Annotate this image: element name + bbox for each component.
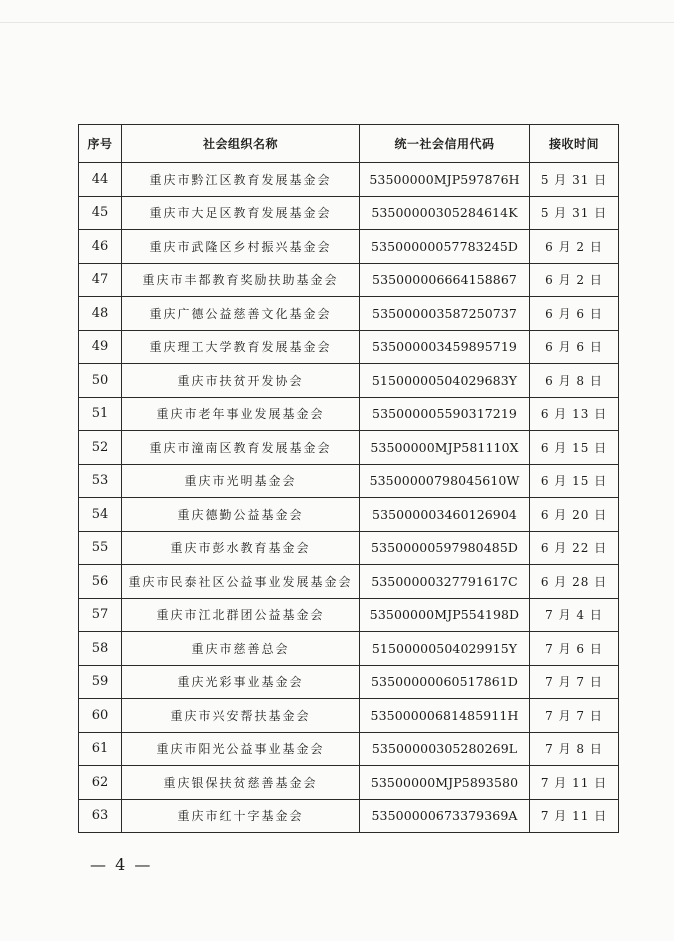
- cell-credit-code: 53500000057783245D: [360, 230, 530, 264]
- cell-credit-code: 53500000MJP581110X: [360, 431, 530, 465]
- cell-organization-name: 重庆市慈善总会: [122, 632, 360, 666]
- table-row: [79, 196, 619, 230]
- cell-serial-number: 57: [79, 598, 122, 632]
- cell-receive-date: 6 月 6 日: [530, 297, 619, 331]
- cell-organization-name: 重庆市江北群团公益基金会: [122, 598, 360, 632]
- table-row: [79, 431, 619, 465]
- table-row: [79, 699, 619, 733]
- cell-organization-name: 重庆市老年事业发展基金会: [122, 397, 360, 431]
- cell-serial-number: 60: [79, 699, 122, 733]
- cell-credit-code: 53500000681485911H: [360, 699, 530, 733]
- cell-organization-name: 重庆市兴安帮扶基金会: [122, 699, 360, 733]
- cell-serial-number: 58: [79, 632, 122, 666]
- cell-serial-number: 55: [79, 531, 122, 565]
- cell-receive-date: 7 月 11 日: [530, 766, 619, 800]
- cell-credit-code: 53500000798045610W: [360, 464, 530, 498]
- cell-organization-name: 重庆市红十字基金会: [122, 799, 360, 833]
- cell-organization-name: 重庆市民泰社区公益事业发展基金会: [122, 565, 360, 599]
- cell-receive-date: 6 月 15 日: [530, 431, 619, 465]
- header-serial-number: 序号: [79, 125, 122, 163]
- cell-serial-number: 63: [79, 799, 122, 833]
- header-receive-date: 接收时间: [530, 125, 619, 163]
- cell-receive-date: 6 月 20 日: [530, 498, 619, 532]
- table-row: [79, 297, 619, 331]
- table-row: [79, 565, 619, 599]
- cell-serial-number: 50: [79, 364, 122, 398]
- cell-credit-code: 535000003587250737: [360, 297, 530, 331]
- cell-organization-name: 重庆广德公益慈善文化基金会: [122, 297, 360, 331]
- table-row: [79, 665, 619, 699]
- table-header-row: [79, 125, 619, 163]
- cell-organization-name: 重庆市大足区教育发展基金会: [122, 196, 360, 230]
- cell-credit-code: 535000003459895719: [360, 330, 530, 364]
- table-row: [79, 766, 619, 800]
- cell-receive-date: 7 月 7 日: [530, 699, 619, 733]
- cell-serial-number: 53: [79, 464, 122, 498]
- table-row: [79, 464, 619, 498]
- scan-artifact-line: [0, 22, 674, 23]
- cell-serial-number: 45: [79, 196, 122, 230]
- table-row: [79, 598, 619, 632]
- cell-credit-code: 535000005590317219: [360, 397, 530, 431]
- cell-credit-code: 53500000305280269L: [360, 732, 530, 766]
- table-row: [79, 230, 619, 264]
- table-row: [79, 364, 619, 398]
- cell-organization-name: 重庆市武隆区乡村振兴基金会: [122, 230, 360, 264]
- table-row: [79, 632, 619, 666]
- cell-credit-code: 51500000504029683Y: [360, 364, 530, 398]
- table-row: [79, 163, 619, 197]
- cell-organization-name: 重庆银保扶贫慈善基金会: [122, 766, 360, 800]
- cell-organization-name: 重庆市丰都教育奖励扶助基金会: [122, 263, 360, 297]
- cell-organization-name: 重庆市彭水教育基金会: [122, 531, 360, 565]
- table-row: [79, 799, 619, 833]
- cell-receive-date: 6 月 22 日: [530, 531, 619, 565]
- organization-table: [78, 124, 619, 833]
- table-row: [79, 330, 619, 364]
- cell-receive-date: 6 月 28 日: [530, 565, 619, 599]
- cell-serial-number: 48: [79, 297, 122, 331]
- organization-table-container: [78, 124, 618, 833]
- cell-serial-number: 61: [79, 732, 122, 766]
- table-body: [79, 163, 619, 833]
- table-row: [79, 531, 619, 565]
- page-number: — 4 —: [90, 855, 153, 874]
- cell-credit-code: 53500000MJP554198D: [360, 598, 530, 632]
- cell-credit-code: 53500000597980485D: [360, 531, 530, 565]
- cell-organization-name: 重庆市潼南区教育发展基金会: [122, 431, 360, 465]
- cell-receive-date: 7 月 4 日: [530, 598, 619, 632]
- cell-credit-code: 53500000MJP5893580: [360, 766, 530, 800]
- cell-serial-number: 52: [79, 431, 122, 465]
- cell-receive-date: 5 月 31 日: [530, 196, 619, 230]
- table-row: [79, 732, 619, 766]
- cell-receive-date: 6 月 15 日: [530, 464, 619, 498]
- cell-organization-name: 重庆市阳光公益事业基金会: [122, 732, 360, 766]
- table-row: [79, 263, 619, 297]
- cell-receive-date: 6 月 6 日: [530, 330, 619, 364]
- cell-organization-name: 重庆光彩事业基金会: [122, 665, 360, 699]
- cell-receive-date: 7 月 11 日: [530, 799, 619, 833]
- cell-receive-date: 6 月 13 日: [530, 397, 619, 431]
- cell-organization-name: 重庆德勤公益基金会: [122, 498, 360, 532]
- cell-serial-number: 54: [79, 498, 122, 532]
- cell-serial-number: 51: [79, 397, 122, 431]
- cell-credit-code: 535000006664158867: [360, 263, 530, 297]
- cell-credit-code: 53500000060517861D: [360, 665, 530, 699]
- table-row: [79, 397, 619, 431]
- cell-credit-code: 53500000305284614K: [360, 196, 530, 230]
- header-organization-name: 社会组织名称: [122, 125, 360, 163]
- cell-serial-number: 49: [79, 330, 122, 364]
- cell-serial-number: 62: [79, 766, 122, 800]
- cell-organization-name: 重庆市光明基金会: [122, 464, 360, 498]
- cell-receive-date: 7 月 6 日: [530, 632, 619, 666]
- cell-serial-number: 44: [79, 163, 122, 197]
- cell-credit-code: 535000003460126904: [360, 498, 530, 532]
- cell-organization-name: 重庆市扶贫开发协会: [122, 364, 360, 398]
- cell-organization-name: 重庆理工大学教育发展基金会: [122, 330, 360, 364]
- header-credit-code: 统一社会信用代码: [360, 125, 530, 163]
- cell-serial-number: 47: [79, 263, 122, 297]
- cell-receive-date: 7 月 7 日: [530, 665, 619, 699]
- cell-receive-date: 6 月 8 日: [530, 364, 619, 398]
- cell-organization-name: 重庆市黔江区教育发展基金会: [122, 163, 360, 197]
- cell-receive-date: 7 月 8 日: [530, 732, 619, 766]
- cell-serial-number: 56: [79, 565, 122, 599]
- cell-serial-number: 46: [79, 230, 122, 264]
- cell-credit-code: 53500000MJP597876H: [360, 163, 530, 197]
- table-row: [79, 498, 619, 532]
- cell-credit-code: 53500000327791617C: [360, 565, 530, 599]
- cell-serial-number: 59: [79, 665, 122, 699]
- cell-receive-date: 5 月 31 日: [530, 163, 619, 197]
- cell-receive-date: 6 月 2 日: [530, 230, 619, 264]
- cell-credit-code: 51500000504029915Y: [360, 632, 530, 666]
- cell-receive-date: 6 月 2 日: [530, 263, 619, 297]
- cell-credit-code: 53500000673379369A: [360, 799, 530, 833]
